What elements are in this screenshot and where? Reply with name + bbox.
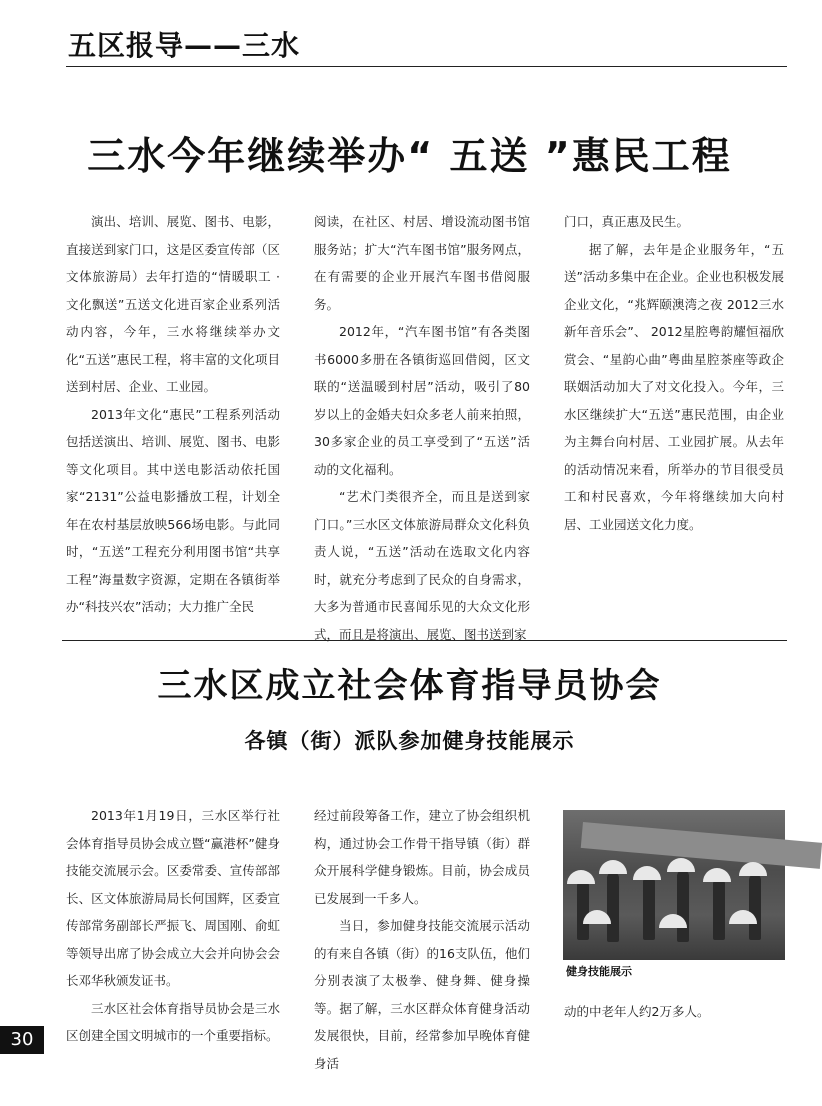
paragraph: 演出、培训、展览、图书、电影，直接送到家门口，这是区委宣传部（区文体旅游局）去年打造的“情暖职工 · 文化飘送”五送文化进百家企业系列活动内容，今年，三水将继续举办文化“五送”惠民工程，将丰富的文化项目送到村居、企业、工业园。	[66, 214, 280, 394]
paragraph: 当日，参加健身技能交流展示活动的有来自各镇（街）的16支队伍，他们分别表演了太极拳、健身舞、健身操等。据了解，三水区群众体育健身活动发展很快，目前，经常参加早晚体育健身活	[314, 918, 530, 1071]
paragraph: 2012年，“汽车图书馆”有各类图书6000多册在各镇街巡回借阅，区文联的“送温暖到村居”活动，吸引了80岁以上的金婚夫妇众多老人前来拍照，30多家企业的员工享受到了“五送”活动的文化福利。	[314, 324, 530, 477]
photo-figure	[607, 872, 619, 942]
photo-fitness-show	[563, 810, 785, 960]
article1-column-1	[66, 208, 280, 628]
paragraph: “艺术门类很齐全，而且是送到家门口。”三水区文体旅游局群众文化科负责人说，“五送”活动在选取文化内容时，就充分考虑到了民众的自身需求，大多为普通市民喜闻乐见的大众文化形式，而且是将演出、展览、图书送到家	[314, 489, 530, 642]
article2-column-2	[314, 802, 530, 1071]
section-divider	[62, 640, 787, 641]
photo-figure	[677, 870, 689, 942]
header-rule	[66, 66, 787, 67]
paragraph: 阅读，在社区、村居、增设流动图书馆服务站；扩大“汽车图书馆”服务网点，在有需要的企业开展汽车图书借阅服务。	[314, 214, 530, 312]
paragraph: 三水区社会体育指导员协会是三水区创建全国文明城市的一个重要指标。	[66, 1000, 280, 1043]
photo-fan	[599, 860, 627, 874]
photo-caption: 健身技能展示	[566, 965, 632, 978]
photo-fan	[703, 868, 731, 882]
page-number: 30	[0, 1026, 44, 1054]
paragraph: 经过前段筹备工作，建立了协会组织机构，通过协会工作骨干指导镇（街）群众开展科学健身锻炼。目前，协会成员已发展到一千多人。	[314, 808, 530, 906]
paragraph: 据了解，去年是企业服务年，“五送”活动多集中在企业。企业也积极发展企业文化，“兆辉颐澳湾之夜 2012三水新年音乐会”、 2012星腔粤韵耀恒福欣赏会、“星韵心曲”粤曲星腔茶座等政企联姻活动加大了对文化投入。今年，三水区继续扩大“五送”惠民范围，由企业为主舞台向村居、工业园扩展。从去年的活动情况来看，所举办的节目很受员工和村民喜欢，今年将继续加大向村居、工业园送文化力度。	[564, 241, 784, 532]
photo-fan	[633, 866, 661, 880]
article2-column-3	[564, 998, 784, 1054]
photo-figure	[643, 876, 655, 940]
article2-column-1	[66, 802, 280, 1052]
paragraph: 2013年文化“惠民”工程系列活动包括送演出、培训、展览、图书、电影等文化项目。其中送电影活动依托国家“2131”公益电影播放工程，计划全年在农村基层放映566场电影。与此同时，“五送”工程充分利用图书馆“共享工程”海量数字资源，定期在各镇街举办“科技兴农”活动；大力推广全民	[66, 406, 280, 614]
photo-figure	[577, 880, 589, 940]
article1-column-3	[564, 208, 784, 628]
photo-fan	[667, 858, 695, 872]
photo-figure	[713, 878, 725, 940]
article1-column-2	[314, 208, 530, 642]
article-title: 三水区成立社会体育指导员协会	[157, 666, 662, 706]
photo-figure	[749, 874, 761, 940]
photo-fan	[567, 870, 595, 884]
paragraph: 2013年1月19日，三水区举行社会体育指导员协会成立暨“赢港杯”健身技能交流展示会。区委常委、宣传部部长、区文体旅游局局长何国辉，区委宣传部常务副部长严振飞、周国刚、俞虹等领导出席了协会成立大会并向协会会长邓华秋颁发证书。	[66, 808, 280, 988]
photo-fan	[739, 862, 767, 876]
article-title: 三水今年继续举办“ 五送 ”惠民工程	[87, 134, 732, 178]
article-subtitle: 各镇（街）派队参加健身技能展示	[244, 729, 575, 753]
section-header: 五区报导——三水	[68, 29, 301, 62]
paragraph: 动的中老年人约2万多人。	[564, 1004, 710, 1019]
paragraph: 门口，真正惠及民生。	[564, 214, 690, 229]
